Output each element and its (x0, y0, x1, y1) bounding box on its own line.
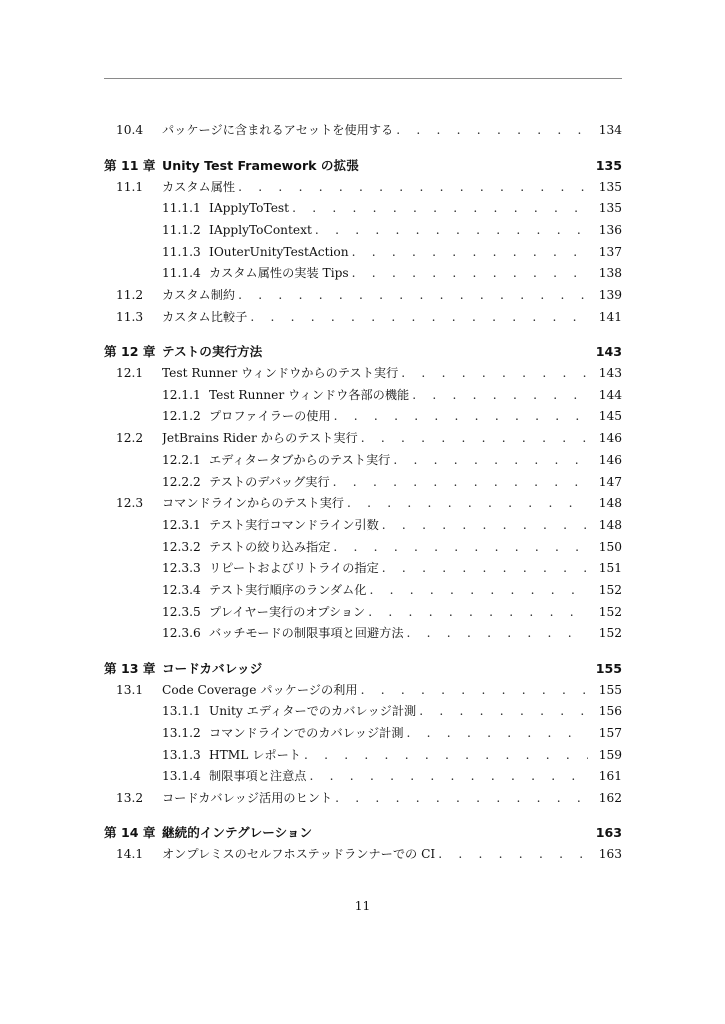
section-number: 11.1.2 (162, 223, 201, 238)
dot-leader (347, 493, 588, 515)
dot-leader (333, 472, 588, 494)
section-title: プレイヤー実行のオプション (209, 604, 366, 619)
toc-subsection[interactable] (104, 701, 622, 723)
section-title: HTML レポート (209, 747, 301, 762)
dot-leader (250, 307, 588, 329)
toc-entry[interactable] (104, 120, 622, 142)
chapter-number: 第 12 章 (104, 344, 156, 360)
dot-leader (265, 341, 588, 363)
section-number: 12.3.6 (162, 626, 201, 641)
dot-leader (315, 220, 588, 242)
section-number: 11.1.4 (162, 266, 201, 281)
section-number: 14.1 (116, 847, 144, 862)
page-number: 163 (595, 825, 622, 841)
chapter-heading[interactable] (104, 155, 622, 177)
dot-leader (292, 198, 588, 220)
toc-section[interactable] (104, 844, 622, 866)
chapter-list (104, 155, 622, 866)
toc-subsection[interactable] (104, 515, 622, 537)
chapter-number: 第 11 章 (104, 157, 156, 173)
toc-subsection[interactable] (104, 385, 622, 407)
dot-leader (335, 788, 588, 810)
section-number: 13.2 (116, 791, 144, 806)
section-title: JetBrains Rider からのテスト実行 (162, 431, 358, 446)
dot-leader (382, 558, 588, 580)
section-number: 12.1 (116, 366, 144, 381)
toc-subsection[interactable] (104, 623, 622, 645)
section-number: 11.2 (116, 288, 144, 303)
section-number: 12.3.3 (162, 561, 201, 576)
page-number: 135 (598, 201, 622, 216)
toc-subsection[interactable] (104, 537, 622, 559)
dot-leader (265, 658, 588, 680)
page-number: 143 (598, 366, 622, 381)
chapter-heading[interactable] (104, 822, 622, 844)
page-number: 145 (598, 409, 622, 424)
dot-leader (304, 745, 588, 767)
section-title: Test Runner ウィンドウ各部の機能 (209, 387, 410, 402)
section-number: 13.1.4 (162, 769, 201, 784)
toc-subsection[interactable] (104, 558, 622, 580)
section-title: テストの絞り込み指定 (209, 539, 331, 554)
toc-subsection[interactable] (104, 723, 622, 745)
section-title: Code Coverage パッケージの利用 (162, 682, 358, 697)
section-title: テスト実行順序のランダム化 (209, 582, 367, 597)
section-title: コマンドラインでのカバレッジ計測 (209, 726, 404, 740)
table-of-contents (104, 120, 622, 866)
section-title: プロファイラーの使用 (209, 409, 331, 424)
toc-subsection[interactable] (104, 263, 622, 285)
dot-leader (361, 428, 588, 450)
dot-leader (401, 363, 588, 385)
section-number: 12.1.2 (162, 409, 201, 424)
dot-leader (369, 580, 588, 602)
section-title: IOuterUnityTestAction (209, 244, 349, 259)
section-number: 12.2.1 (162, 452, 201, 467)
chapter-title: テストの実行方法 (162, 344, 263, 360)
chapter-heading[interactable] (104, 341, 622, 363)
dot-leader (407, 723, 588, 745)
toc-section[interactable] (104, 177, 622, 199)
dot-leader (334, 406, 588, 428)
page-number: 135 (595, 157, 622, 173)
section-number: 12.2 (116, 431, 144, 446)
dot-leader (362, 155, 588, 177)
page-number: 155 (598, 682, 622, 697)
dot-leader (438, 844, 588, 866)
dot-leader (352, 242, 588, 264)
section-title: IApplyToContext (209, 223, 312, 238)
page-number: 152 (598, 582, 622, 597)
toc-subsection[interactable] (104, 450, 622, 472)
section-number: 13.1.2 (162, 726, 201, 740)
dot-leader (419, 701, 588, 723)
toc-subsection[interactable] (104, 242, 622, 264)
section-number: 12.3 (116, 496, 144, 511)
toc-subsection[interactable] (104, 745, 622, 767)
dot-leader (361, 680, 588, 702)
page-number: 155 (595, 660, 622, 676)
section-title: Test Runner ウィンドウからのテスト実行 (162, 366, 399, 381)
section-title: コマンドラインからのテスト実行 (162, 496, 344, 511)
toc-subsection[interactable] (104, 766, 622, 788)
toc-subsection[interactable] (104, 198, 622, 220)
dot-leader (333, 537, 588, 559)
page-number: 156 (598, 704, 622, 719)
section-title: 制限事項と注意点 (209, 769, 307, 784)
section-title: リピートおよびリトライの指定 (209, 561, 379, 576)
page-number: 159 (598, 747, 622, 762)
section-title: エディタータブからのテスト実行 (209, 452, 391, 467)
section-number: 11.1.3 (162, 244, 201, 259)
section-title: IApplyToTest (209, 201, 290, 216)
toc-section[interactable] (104, 680, 622, 702)
section-number: 12.3.2 (162, 539, 201, 554)
page-number: 148 (598, 517, 622, 532)
page-number: 147 (598, 474, 622, 489)
dot-leader (310, 766, 589, 788)
dot-leader (382, 515, 588, 537)
page-number: 138 (598, 266, 622, 281)
page-number: 141 (598, 309, 622, 324)
dot-leader (393, 450, 588, 472)
section-title: テストのデバッグ実行 (209, 474, 330, 489)
dot-leader (396, 120, 588, 142)
page-number: 152 (598, 604, 622, 619)
page-number: 152 (598, 626, 622, 641)
section-number: 10.4 (116, 123, 144, 137)
page-number: 134 (598, 123, 622, 137)
page-number: 139 (598, 288, 622, 303)
chapter-title: Unity Test Framework の拡張 (162, 157, 359, 173)
toc-section[interactable] (104, 493, 622, 515)
section-title: オンプレミスのセルフホステッドランナーでの CI (162, 847, 436, 862)
page-number: 163 (598, 847, 622, 862)
toc-section[interactable] (104, 307, 622, 329)
section-title: バッチモードの制限事項と回避方法 (209, 626, 404, 641)
toc-section[interactable] (104, 363, 622, 385)
dot-leader (315, 822, 588, 844)
dot-leader (352, 263, 588, 285)
chapter-title: 継続的インテグレーション (162, 825, 313, 841)
section-number: 13.1.3 (162, 747, 201, 762)
page-number: 136 (598, 223, 622, 238)
section-number: 12.3.5 (162, 604, 201, 619)
page-number: 151 (598, 561, 622, 576)
section-number: 12.2.2 (162, 474, 201, 489)
dot-leader (238, 285, 588, 307)
toc-subsection[interactable] (104, 220, 622, 242)
header-rule (104, 78, 622, 79)
section-number: 12.3.4 (162, 582, 201, 597)
dot-leader (368, 602, 588, 624)
section-number: 11.1.1 (162, 201, 201, 216)
chapter-heading[interactable] (104, 658, 622, 680)
page-number: 157 (598, 726, 622, 740)
page-number: 148 (598, 496, 622, 511)
page-number: 137 (598, 244, 622, 259)
page-number: 150 (598, 539, 622, 554)
section-title: カスタム制約 (162, 288, 236, 303)
chapter-number: 第 13 章 (104, 660, 156, 676)
toc-subsection[interactable] (104, 406, 622, 428)
section-number: 11.3 (116, 309, 144, 324)
page-number: 146 (598, 431, 622, 446)
section-number: 12.1.1 (162, 387, 201, 402)
toc-section[interactable] (104, 788, 622, 810)
page-number: 162 (598, 791, 622, 806)
section-title: コードカバレッジ活用のヒント (162, 791, 333, 806)
section-title: カスタム属性 (162, 179, 236, 194)
dot-leader (407, 623, 588, 645)
section-title: カスタム比較子 (162, 309, 248, 324)
toc-section[interactable] (104, 428, 622, 450)
toc-section[interactable] (104, 285, 622, 307)
page-number: 135 (598, 179, 622, 194)
section-number: 11.1 (116, 179, 144, 194)
page-number: 161 (598, 769, 622, 784)
section-number: 13.1.1 (162, 704, 201, 719)
chapter-number: 第 14 章 (104, 825, 156, 841)
toc-subsection[interactable] (104, 602, 622, 624)
section-title: Unity エディターでのカバレッジ計測 (209, 704, 417, 719)
section-title: テスト実行コマンドライン引数 (209, 517, 379, 532)
page-number: 144 (598, 387, 622, 402)
footer-page-number: 11 (354, 899, 371, 913)
toc-subsection[interactable] (104, 472, 622, 494)
section-number: 13.1 (116, 682, 144, 697)
section-number: 12.3.1 (162, 517, 201, 532)
page-number: 146 (598, 452, 622, 467)
section-title: カスタム属性の実装 Tips (209, 266, 349, 281)
section-title: パッケージに含まれるアセットを使用する (162, 123, 394, 137)
page-number: 143 (595, 344, 622, 360)
dot-leader (238, 177, 588, 199)
toc-subsection[interactable] (104, 580, 622, 602)
dot-leader (412, 385, 588, 407)
chapter-title: コードカバレッジ (162, 660, 263, 676)
